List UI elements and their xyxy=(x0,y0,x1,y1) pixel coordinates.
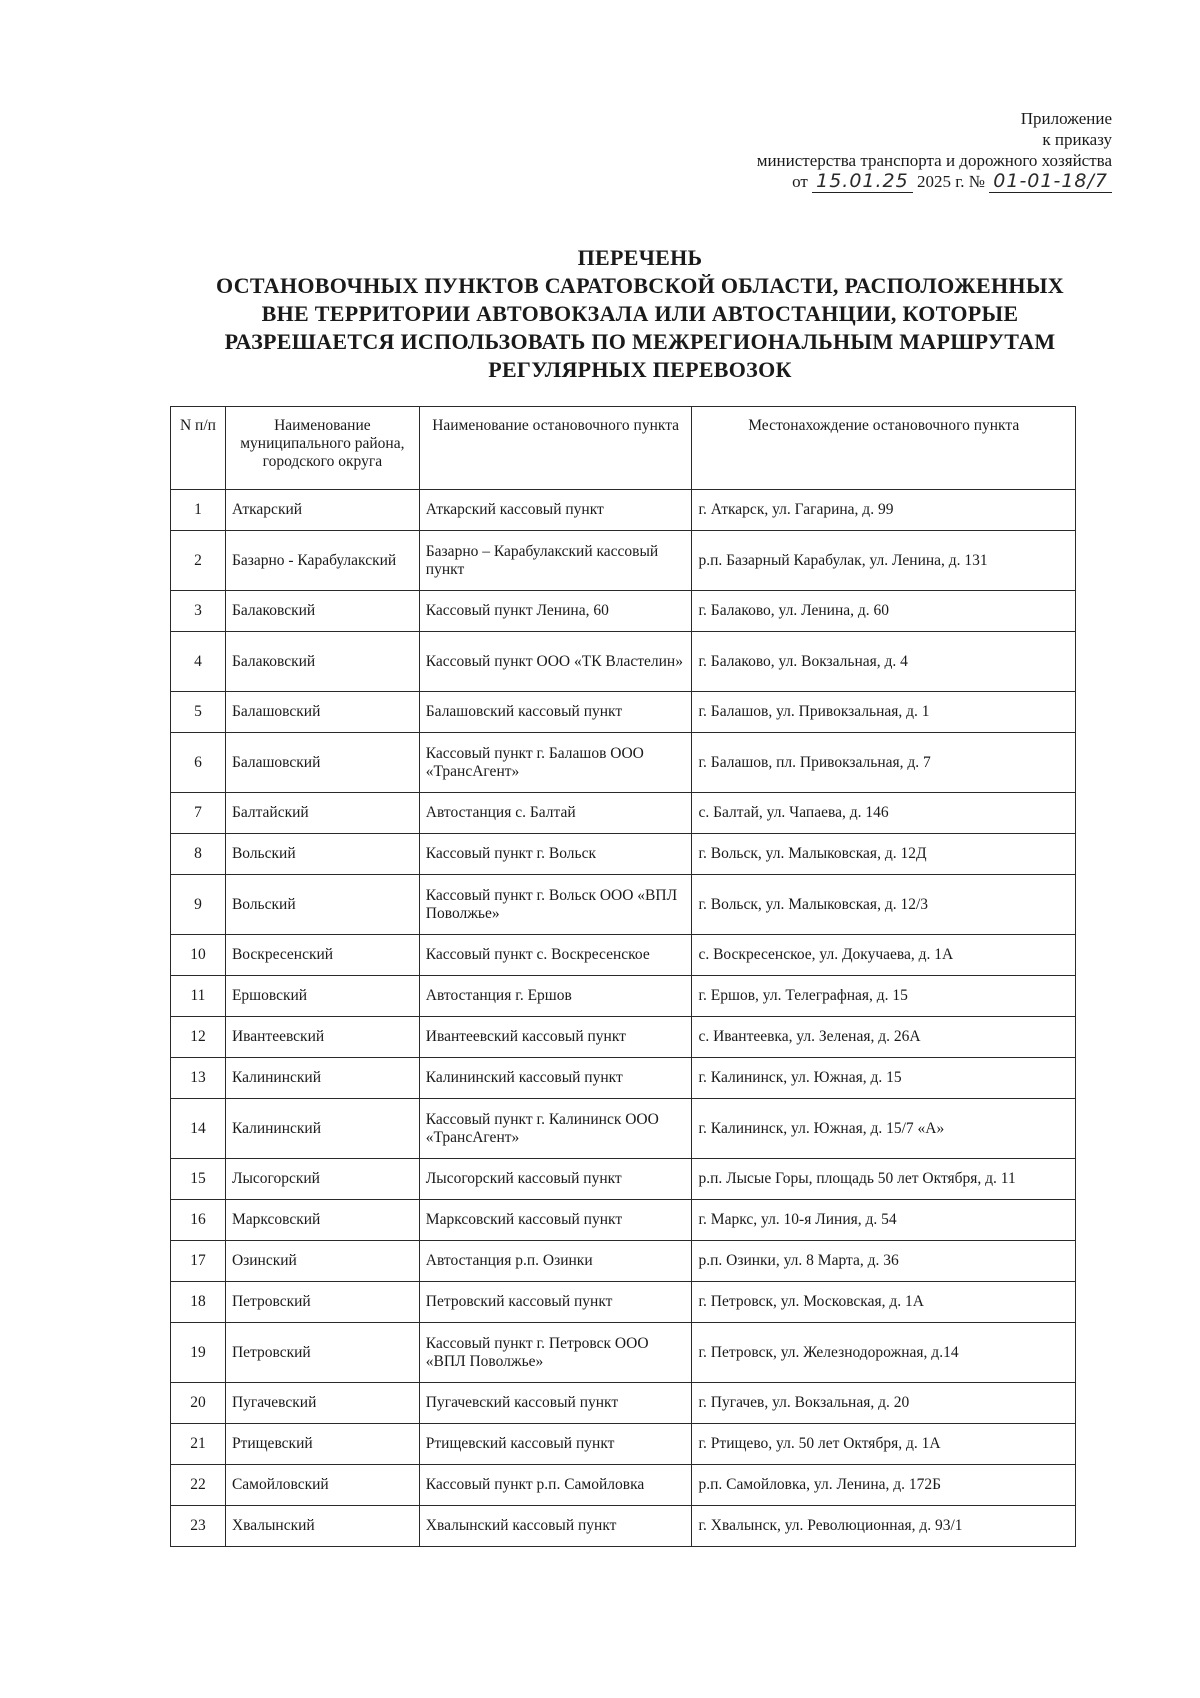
cell-district: Воскресенский xyxy=(225,935,419,976)
table-row xyxy=(171,1383,1076,1424)
cell-location: г. Вольск, ул. Малыковская, д. 12/3 xyxy=(692,875,1076,935)
table-row xyxy=(171,976,1076,1017)
cell-number: 12 xyxy=(171,1017,226,1058)
cell-district: Вольский xyxy=(225,834,419,875)
cell-location: р.п. Базарный Карабулак, ул. Ленина, д. 131 xyxy=(692,531,1076,591)
cell-location: с. Воскресенское, ул. Докучаева, д. 1А xyxy=(692,935,1076,976)
cell-stop-name: Калининский кассовый пункт xyxy=(419,1058,692,1099)
cell-number: 15 xyxy=(171,1159,226,1200)
table-row xyxy=(171,875,1076,935)
handwritten-number: 01-01-18/7 xyxy=(989,171,1112,193)
table-row xyxy=(171,1200,1076,1241)
cell-location: г. Пугачев, ул. Вокзальная, д. 20 xyxy=(692,1383,1076,1424)
cell-stop-name: Петровский кассовый пункт xyxy=(419,1282,692,1323)
cell-location: г. Балашов, пл. Привокзальная, д. 7 xyxy=(692,733,1076,793)
cell-number: 13 xyxy=(171,1058,226,1099)
table-row xyxy=(171,632,1076,692)
cell-number: 18 xyxy=(171,1282,226,1323)
title-line: РАЗРЕШАЕТСЯ ИСПОЛЬЗОВАТЬ ПО МЕЖРЕГИОНАЛЬНЫМ МАРШРУТАМ xyxy=(224,329,1056,354)
cell-stop-name: Кассовый пункт г. Вольск ООО «ВПЛ Поволжье» xyxy=(419,875,692,935)
cell-stop-name: Хвалынский кассовый пункт xyxy=(419,1506,692,1547)
cell-number: 7 xyxy=(171,793,226,834)
cell-stop-name: Балашовский кассовый пункт xyxy=(419,692,692,733)
cell-stop-name: Кассовый пункт Ленина, 60 xyxy=(419,591,692,632)
cell-stop-name: Марксовский кассовый пункт xyxy=(419,1200,692,1241)
cell-district: Ртищевский xyxy=(225,1424,419,1465)
cell-number: 17 xyxy=(171,1241,226,1282)
appendix-ministry: министерства транспорта и дорожного хозяйства xyxy=(756,151,1112,170)
cell-number: 16 xyxy=(171,1200,226,1241)
table-row xyxy=(171,692,1076,733)
cell-number: 9 xyxy=(171,875,226,935)
cell-location: г. Аткарск, ул. Гагарина, д. 99 xyxy=(692,490,1076,531)
table-row xyxy=(171,1465,1076,1506)
cell-district: Балашовский xyxy=(225,733,419,793)
cell-location: г. Ртищево, ул. 50 лет Октября, д. 1А xyxy=(692,1424,1076,1465)
stops-table xyxy=(170,406,1076,1547)
table-row xyxy=(171,1159,1076,1200)
cell-location: с. Ивантеевка, ул. Зеленая, д. 26А xyxy=(692,1017,1076,1058)
cell-number: 19 xyxy=(171,1323,226,1383)
table-row xyxy=(171,1282,1076,1323)
cell-stop-name: Автостанция с. Балтай xyxy=(419,793,692,834)
appendix-prefix: от xyxy=(792,172,808,191)
cell-location: с. Балтай, ул. Чапаева, д. 146 xyxy=(692,793,1076,834)
appendix-year: 2025 г. № xyxy=(916,172,986,191)
cell-district: Вольский xyxy=(225,875,419,935)
cell-location: г. Калининск, ул. Южная, д. 15 xyxy=(692,1058,1076,1099)
table-row xyxy=(171,1058,1076,1099)
header-district: Наименование муниципального района, городского округа xyxy=(225,407,419,490)
cell-location: г. Петровск, ул. Московская, д. 1А xyxy=(692,1282,1076,1323)
cell-number: 20 xyxy=(171,1383,226,1424)
cell-district: Петровский xyxy=(225,1323,419,1383)
cell-stop-name: Лысогорский кассовый пункт xyxy=(419,1159,692,1200)
table-row xyxy=(171,1017,1076,1058)
cell-district: Калининский xyxy=(225,1099,419,1159)
title-line: ВНЕ ТЕРРИТОРИИ АВТОВОКЗАЛА ИЛИ АВТОСТАНЦИИ, КОТОРЫЕ xyxy=(261,301,1019,326)
cell-number: 2 xyxy=(171,531,226,591)
cell-location: г. Маркс, ул. 10-я Линия, д. 54 xyxy=(692,1200,1076,1241)
table-row xyxy=(171,1099,1076,1159)
cell-number: 3 xyxy=(171,591,226,632)
cell-stop-name: Автостанция р.п. Озинки xyxy=(419,1241,692,1282)
cell-stop-name: Аткарский кассовый пункт xyxy=(419,490,692,531)
cell-location: г. Балаково, ул. Ленина, д. 60 xyxy=(692,591,1076,632)
table-row xyxy=(171,1506,1076,1547)
cell-number: 22 xyxy=(171,1465,226,1506)
cell-location: г. Вольск, ул. Малыковская, д. 12Д xyxy=(692,834,1076,875)
document-title xyxy=(160,244,1120,384)
table-row xyxy=(171,1323,1076,1383)
table-row xyxy=(171,834,1076,875)
cell-number: 14 xyxy=(171,1099,226,1159)
cell-stop-name: Ртищевский кассовый пункт xyxy=(419,1424,692,1465)
cell-location: р.п. Озинки, ул. 8 Марта, д. 36 xyxy=(692,1241,1076,1282)
cell-district: Ивантеевский xyxy=(225,1017,419,1058)
table-row xyxy=(171,935,1076,976)
cell-district: Хвалынский xyxy=(225,1506,419,1547)
cell-district: Лысогорский xyxy=(225,1159,419,1200)
cell-district: Базарно - Карабулакский xyxy=(225,531,419,591)
cell-number: 21 xyxy=(171,1424,226,1465)
cell-stop-name: Ивантеевский кассовый пункт xyxy=(419,1017,692,1058)
cell-district: Марксовский xyxy=(225,1200,419,1241)
cell-number: 23 xyxy=(171,1506,226,1547)
table-row xyxy=(171,490,1076,531)
table-row xyxy=(171,793,1076,834)
cell-district: Пугачевский xyxy=(225,1383,419,1424)
table-header-row xyxy=(171,407,1076,490)
table-row xyxy=(171,591,1076,632)
cell-district: Калининский xyxy=(225,1058,419,1099)
header-stop-name: Наименование остановочного пункта xyxy=(419,407,692,490)
title-line: ПЕРЕЧЕНЬ xyxy=(577,245,703,270)
cell-stop-name: Автостанция г. Ершов xyxy=(419,976,692,1017)
table-row xyxy=(171,733,1076,793)
title-line: РЕГУЛЯРНЫХ ПЕРЕВОЗОК xyxy=(488,357,792,382)
cell-number: 10 xyxy=(171,935,226,976)
appendix-order-ref: к приказу xyxy=(1042,130,1112,149)
cell-district: Ершовский xyxy=(225,976,419,1017)
cell-district: Аткарский xyxy=(225,490,419,531)
cell-number: 6 xyxy=(171,733,226,793)
cell-stop-name: Кассовый пункт с. Воскресенское xyxy=(419,935,692,976)
cell-district: Балаковский xyxy=(225,632,419,692)
appendix-title: Приложение xyxy=(1020,109,1112,128)
cell-location: р.п. Лысые Горы, площадь 50 лет Октября, д. 11 xyxy=(692,1159,1076,1200)
cell-district: Балаковский xyxy=(225,591,419,632)
cell-location: г. Петровск, ул. Железнодорожная, д.14 xyxy=(692,1323,1076,1383)
cell-number: 11 xyxy=(171,976,226,1017)
cell-location: г. Калининск, ул. Южная, д. 15/7 «А» xyxy=(692,1099,1076,1159)
table-row xyxy=(171,531,1076,591)
cell-number: 5 xyxy=(171,692,226,733)
cell-stop-name: Базарно – Карабулакский кассовый пункт xyxy=(419,531,692,591)
cell-stop-name: Кассовый пункт р.п. Самойловка xyxy=(419,1465,692,1506)
cell-stop-name: Кассовый пункт г. Балашов ООО «ТрансАгент» xyxy=(419,733,692,793)
cell-number: 8 xyxy=(171,834,226,875)
appendix-date-number xyxy=(757,171,1112,193)
table-row xyxy=(171,1241,1076,1282)
cell-stop-name: Кассовый пункт г. Петровск ООО «ВПЛ Поволжье» xyxy=(419,1323,692,1383)
cell-location: г. Балаково, ул. Вокзальная, д. 4 xyxy=(692,632,1076,692)
cell-district: Балтайский xyxy=(225,793,419,834)
cell-location: г. Ершов, ул. Телеграфная, д. 15 xyxy=(692,976,1076,1017)
cell-stop-name: Кассовый пункт ООО «ТК Властелин» xyxy=(419,632,692,692)
cell-location: р.п. Самойловка, ул. Ленина, д. 172Б xyxy=(692,1465,1076,1506)
title-line: ОСТАНОВОЧНЫХ ПУНКТОВ САРАТОВСКОЙ ОБЛАСТИ, РАСПОЛОЖЕННЫХ xyxy=(216,273,1064,298)
table-body xyxy=(171,490,1076,1547)
header-number: N п/п xyxy=(171,407,226,490)
table-row xyxy=(171,1424,1076,1465)
cell-number: 4 xyxy=(171,632,226,692)
cell-stop-name: Пугачевский кассовый пункт xyxy=(419,1383,692,1424)
cell-location: г. Балашов, ул. Привокзальная, д. 1 xyxy=(692,692,1076,733)
cell-district: Балашовский xyxy=(225,692,419,733)
cell-district: Озинский xyxy=(225,1241,419,1282)
header-location: Местонахождение остановочного пункта xyxy=(692,407,1076,490)
cell-district: Самойловский xyxy=(225,1465,419,1506)
cell-stop-name: Кассовый пункт г. Калининск ООО «ТрансАгент» xyxy=(419,1099,692,1159)
cell-number: 1 xyxy=(171,490,226,531)
cell-location: г. Хвалынск, ул. Революционная, д. 93/1 xyxy=(692,1506,1076,1547)
cell-district: Петровский xyxy=(225,1282,419,1323)
cell-stop-name: Кассовый пункт г. Вольск xyxy=(419,834,692,875)
handwritten-date: 15.01.25 xyxy=(812,171,913,193)
appendix-block xyxy=(757,108,1112,193)
